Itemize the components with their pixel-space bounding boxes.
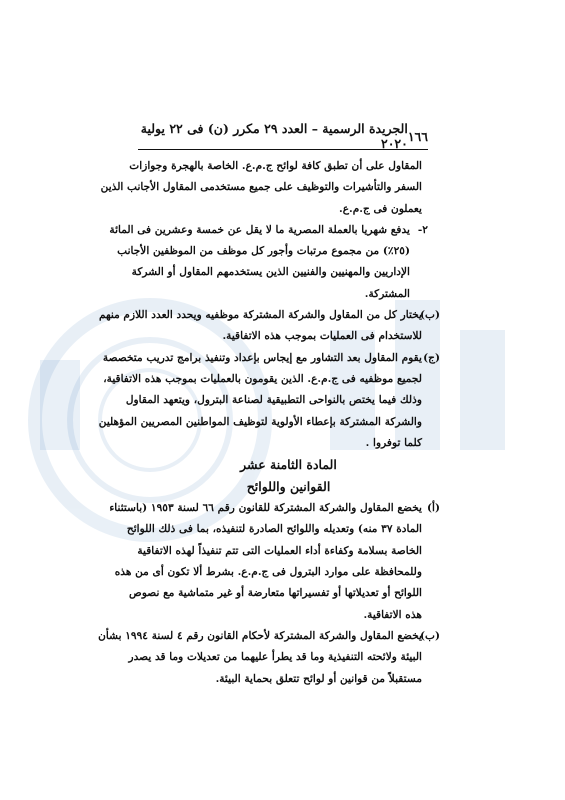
item-marker: (ب) (420, 629, 440, 642)
article-subtitle: القوانين واللوائح (246, 479, 331, 495)
text-line: كلما توفروا . (365, 436, 422, 449)
text-line: يخضع المقاول والشركة المشتركة لأحكام القانون رقم ٤ لسنة ١٩٩٤ بشأن (98, 629, 422, 642)
text-line: يدفع شهريا بالعملة المصرية ما لا يقل عن خمسة وعشرين فى المائة (109, 223, 410, 236)
text-line: اللوائح أو تعديلاتها أو تفسيراتها متعارضة أو غير متماشية مع نصوص (129, 587, 422, 600)
text-line: المقاول على أن تطبق كافة لوائح ج.م.ع. الخاصة بالهجرة وجوازات (129, 160, 422, 172)
text-line: والشركة المشتركة بإعطاء الأولوية لتوظيف المواطنين المصريين المؤهلين (98, 415, 422, 428)
list-item-c (98, 348, 440, 454)
text-line: مستقبلاً من قوانين أو لوائح تتعلق بحماية البيئة. (215, 672, 422, 685)
header-divider (138, 149, 428, 150)
paragraph-continuation (100, 156, 440, 220)
text-line: المادة ٣٧ منه) وتعديله واللوائح الصادرة لتنفيذه، بما فى ذلك اللوائح (126, 523, 422, 536)
article-title: المادة الثامنة عشر (240, 457, 337, 473)
item-marker: ٢- (417, 223, 428, 236)
text-line: (٢٥٪) من مجموع مرتبات وأجور كل موظف من الموظفين الأجانب (117, 245, 410, 258)
text-line: وللمحافظة على موارد البترول فى ج.م.ع. بشرط ألا تكون أى من هذه (114, 566, 422, 579)
text-line: الإداريين والمهنيين والفنيين الذين يستخدمهم المقاول أو الشركة (131, 266, 410, 279)
text-line: يقوم المقاول بعد التشاور مع إيجاس بإعداد وتنفيذ برامج تدريب متخصصة (102, 351, 422, 364)
list-item-b (98, 305, 440, 348)
text-line: لجميع موظفيه فى ج.م.ع. الذين يقومون بالعمليات بموجب هذه الاتفاقية، (103, 372, 422, 385)
text-line: يعملون فى ج.م.ع. (339, 202, 422, 215)
journal-title: الجريدة الرسمية – العدد ٢٩ مكرر (ن) فى ٢٢ يولية ٢٠٢٠ (140, 121, 408, 151)
list-item-a (109, 498, 440, 626)
text-line: وذلك فيما يختص بالنواحى التطبيقية لصناعة البترول، ويتعهد المقاول (125, 394, 422, 407)
list-item-b2 (98, 626, 440, 690)
text-line: يخضع المقاول والشركة المشتركة للقانون رقم ٦٦ لسنة ١٩٥٣ (باستثناء (109, 502, 422, 515)
text-line: السفر والتأشيرات والتوظيف على جميع مستخدمى المقاول الأجانب الذين (100, 181, 422, 194)
item-marker: (ب) (420, 309, 440, 322)
text-line: للاستخدام فى العمليات بموجب هذه الاتفاقية. (222, 330, 422, 343)
item-marker: (ج) (423, 351, 440, 364)
page-number: ١٦٦ (407, 128, 428, 144)
page-header (138, 121, 428, 151)
text-line: المشتركة. (364, 287, 410, 300)
document-body (98, 156, 440, 690)
text-line: الخاصة بسلامة وكفاءة أداء العمليات التى تتم تنفيذاً لهذه الاتفاقية (137, 544, 422, 557)
item-marker: (أ) (427, 502, 440, 515)
text-line: يختار كل من المقاول والشركة المشتركة موظفيه ويحدد العدد اللازم منهم (98, 309, 422, 322)
text-line: البيئة ولائحته التنفيذية وما قد يطرأ عليهما من تعديلات وما قد يصدر (128, 651, 422, 664)
list-item-2 (109, 220, 440, 305)
text-line: هذه الاتفاقية. (363, 608, 422, 621)
